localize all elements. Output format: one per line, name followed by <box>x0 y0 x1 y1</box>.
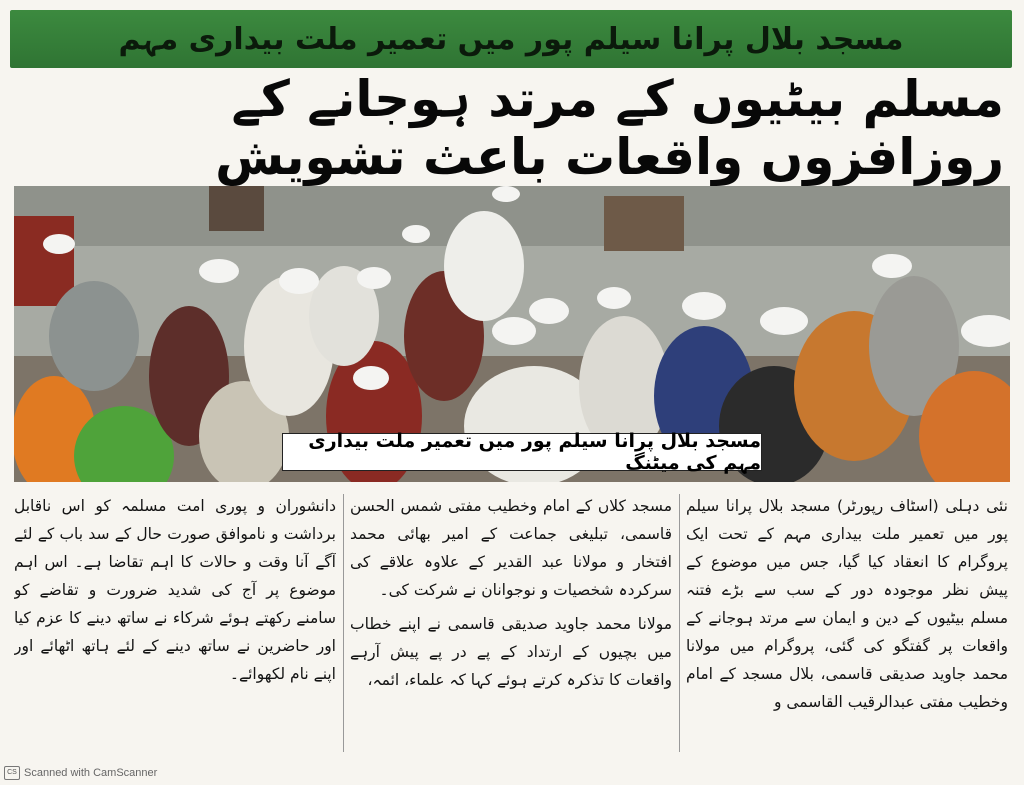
news-photo <box>14 186 1010 482</box>
article-column-1 <box>686 492 1008 754</box>
headline-text: مسلم بیٹیوں کے مرتد ہوجانے کے روزافزوں واقعات باعث تشویش <box>215 70 1004 186</box>
headline <box>20 70 1004 186</box>
photo-caption-text: مسجد بلال پرانا سیلم پور میں تعمیر ملت بیداری مہم کی میٹنگ <box>308 430 761 474</box>
column-2-paragraph-2: مولانا محمد جاوید صدیقی قاسمی نے اپنے خطاب میں بچیوں کے ارتداد کے پے در پے پیش آرہے واقعات کا تذکرہ کرتے ہوئے کہا کہ علماء، ائمہ، <box>350 615 672 689</box>
column-3-paragraph-1: دانشوران و پوری امت مسلمہ کو اس ناقابل برداشت و ناموافق صورت حال کے سد باب کے لئے آگے آنا وقت و حالات کا اہم تقاضا ہے۔ اس اہم موضوع پر آج کی شدید ضرورت و تقاضے کو سامنے رکھتے ہوئے شرکاء نے ساتھ دینے کا عزم کیا اور حاضرین نے ساتھ دینے کے لئے ہاتھ اٹھائے اور اپنے نام لکھوائے۔ <box>14 497 336 683</box>
kicker-strip <box>10 10 1012 68</box>
camscanner-logo-icon: CS <box>4 766 20 780</box>
column-divider <box>679 494 680 752</box>
scanner-watermark <box>4 764 157 782</box>
column-2-paragraph-1: مسجد کلاں کے امام وخطیب مفتی شمس الحسن قاسمی، تبلیغی جماعت کے امیر بھائی محمد افتخار و مولانا عبد القدیر کے علاوہ علاقے کی سرکردہ شخصیات و نوجوانان نے شرکت کی۔ <box>350 497 672 599</box>
article-column-2 <box>350 492 672 754</box>
kicker-text: مسجد بلال پرانا سیلم پور میں تعمیر ملت بیداری مہم <box>118 21 904 57</box>
article-column-3 <box>14 492 336 754</box>
column-1-paragraph-1: نئی دہلی (اسٹاف رپورٹر) مسجد بلال پرانا سیلم پور میں تعمیر ملت بیداری مہم کے تحت ایک پروگرام کا انعقاد کیا گیا، جس میں موضوع کے پیش نظر موجودہ دور کے سب سے بڑے فتنہ مسلم بیٹیوں کے دین و ایمان سے مرتد ہوجانے کے واقعات پر گفتگو کی گئی، پروگرام میں مولانا محمد جاوید صدیقی قاسمی، بلال مسجد کے امام وخطیب مفتی عبدالرقیب القاسمی و <box>686 497 1008 711</box>
scanner-text: Scanned with CamScanner <box>24 767 158 779</box>
column-divider <box>343 494 344 752</box>
photo-caption <box>282 430 762 474</box>
